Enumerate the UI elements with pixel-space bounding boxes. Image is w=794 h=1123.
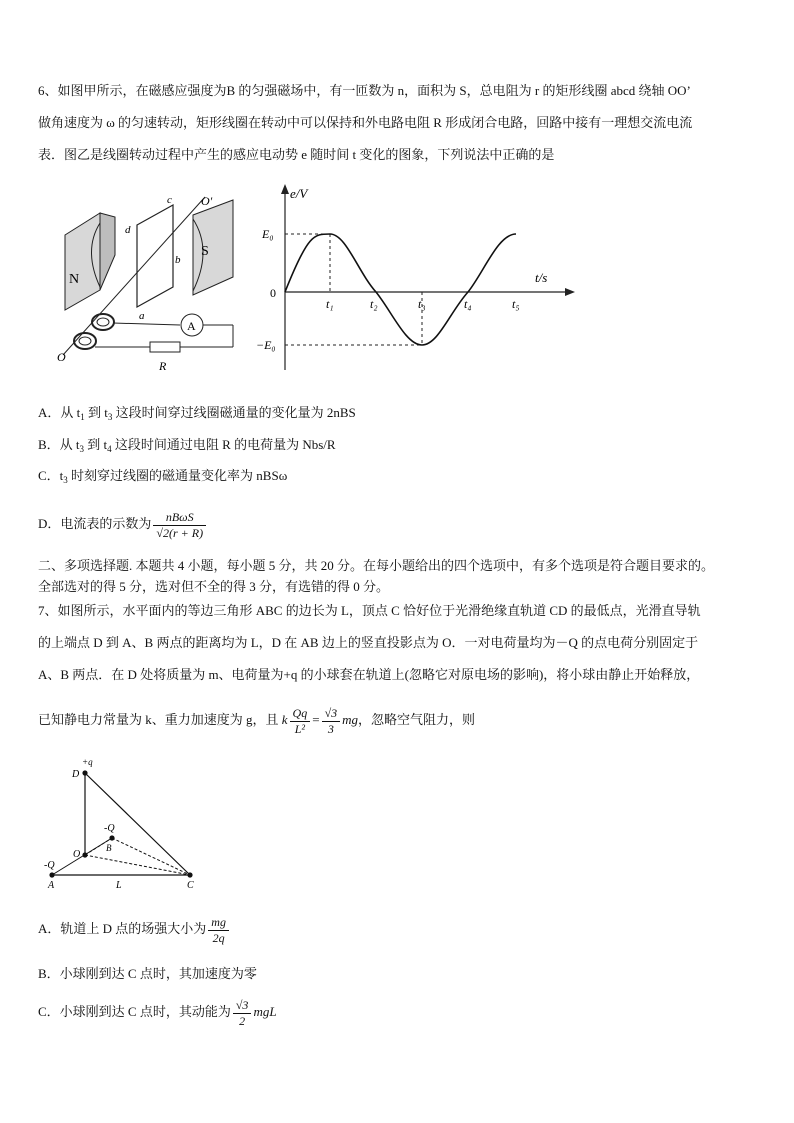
q7-triangle-figure (40, 755, 210, 893)
point-d-label: D (72, 769, 80, 780)
q7-option-c: C．小球刚到达 C 点时，其动能为 $\frac{√3}{2}$ mgL (38, 997, 277, 1028)
q6-option-d: D．电流表的示数为 $\frac{\text{nBωS}}{√2(r + R)}$ (38, 507, 208, 541)
q6-option-a: A．从 $t_1$ 到 $t_3$ 这段时间穿过线圈磁通量的变化量为 2nBS (38, 405, 356, 422)
point-c-label: C (187, 880, 194, 891)
magnet-s-label: S (201, 244, 209, 259)
q7-option-a: A．轨道上 D 点的场强大小为 $\frac{mg}{2q}$ (38, 911, 231, 947)
minus-q-a-label: -Q (44, 860, 55, 871)
point-b-label: B (106, 843, 112, 853)
coil-c-label: c (167, 195, 172, 206)
section2-line2: 全部选对的得 5 分，选对但不全的得 3 分，有选错的得 0 分。 (38, 579, 390, 594)
graph-tick-t3: t₃ (418, 297, 426, 311)
graph-xlabel: t/s (535, 270, 548, 285)
side-l-label: L (116, 880, 122, 891)
coil-d-label: d (125, 224, 131, 236)
graph-tick-t1: t₁ (326, 297, 334, 311)
resistor-label: R (159, 359, 167, 373)
magnet-n-label: N (69, 272, 80, 287)
q6-stem-line3: 表．图乙是线圈转动过程中产生的感应电动势 e 随时间 t 变化的图象，下列说法中正确的是 (38, 147, 555, 162)
graph-tick-t2: t₂ (370, 297, 378, 311)
coil-a-label: a (139, 310, 145, 322)
generator-figure (55, 195, 265, 375)
axis-o-label: O (57, 350, 66, 364)
q7-stem-line3: A、B 两点．在 D 处将质量为 m、电荷量为+q 的小球套在轨道上(忽略它对原电场的影响)，将小球由静止开始释放， (38, 667, 700, 682)
q7-option-b: B．小球刚到达 C 点时，其加速度为零 (38, 966, 257, 981)
point-a-label: A (48, 880, 55, 891)
section2-line1: 二、多项选择题. 本题共 4 小题，每小题 5 分，共 20 分。在每小题给出的四个选项中，有多个选项是符合题目要求的。 (38, 558, 715, 573)
q6-stem-line2: 做角速度为 ω 的匀速转动，矩形线圈在转动中可以保持和外电路电阻 R 形成闭合电路，回路中接有一理想交流电流 (38, 115, 693, 130)
q6-option-c: C．$t_3$ 时刻穿过线圈的磁通量变化率为 nBSω (38, 468, 288, 485)
q7-stem-line2: 的上端点 D 到 A、B 两点的距离均为 L，D 在 AB 边上的竖直投影点为 O．一对电荷量均为－Q 的点电荷分别固定于 (38, 635, 699, 650)
axis-o-prime-label: O' (201, 195, 213, 208)
q6-option-b: B．从 $t_3$ 到 $t_4$ 这段时间通过电阻 R 的电荷量为 Nbs/R (38, 437, 336, 454)
graph-y-pos: E₀ (262, 227, 274, 241)
q7-stem-line4: 已知静电力常量为 k、重力加速度为 g，且 k $\frac{Qq}{\text{L²}}$ = $\frac{√3}{3}$ mg，忽略空气阻力，则 (38, 705, 476, 736)
ammeter-label: A (187, 319, 196, 333)
plus-q-label: +q (82, 757, 93, 767)
graph-tick-t5: t₅ (512, 297, 520, 311)
graph-tick-t4: t₄ (464, 297, 472, 311)
q7-stem-line1: 7、如图所示，水平面内的等边三角形 ABC 的边长为 L，顶点 C 恰好位于光滑绝缘直轨道 CD 的最低点，光滑直导轨 (38, 603, 701, 618)
point-o-label: O (73, 849, 81, 860)
graph-origin: 0 (270, 286, 276, 300)
graph-y-neg: −E₀ (256, 338, 276, 352)
coil-b-label: b (175, 254, 181, 266)
graph-ylabel: e/V (290, 186, 308, 201)
minus-q-b-label: -Q (104, 823, 115, 834)
emf-time-graph (250, 182, 580, 377)
q6-stem-line1: 6、如图甲所示，在磁感应强度为B 的匀强磁场中，有一匝数为 n，面积为 S，总电阻为 r 的矩形线圈 abcd 绕轴 OO’ (38, 83, 691, 98)
